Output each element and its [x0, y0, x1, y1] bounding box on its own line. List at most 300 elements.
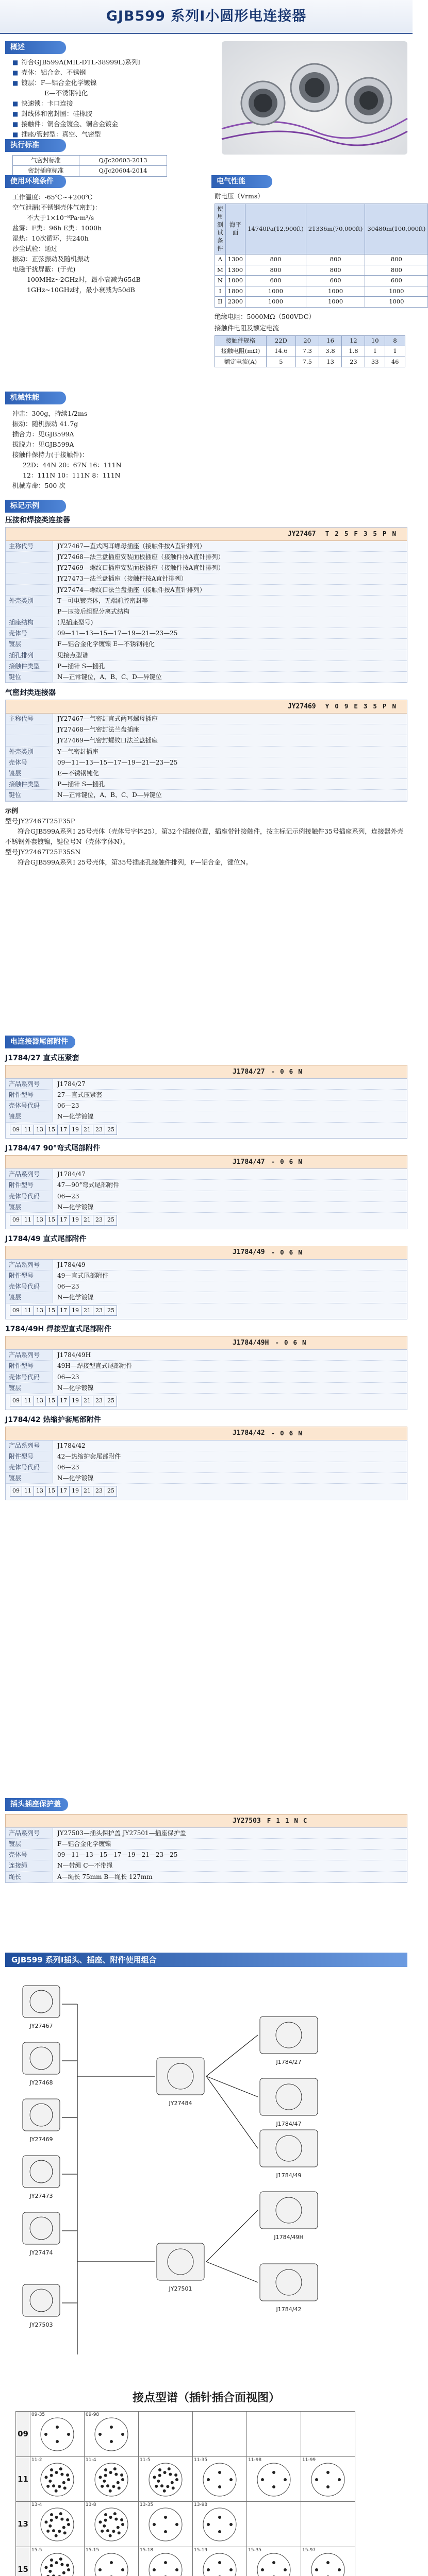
environment-list — [5, 188, 201, 295]
insert-cell — [247, 2547, 301, 2576]
insert-pattern-icon — [30, 2412, 84, 2454]
row-value: (见插座型号) — [57, 619, 93, 626]
connector-label: J1784/27 — [276, 2058, 302, 2065]
insert-cell — [30, 2547, 85, 2576]
table-row — [10, 1215, 117, 1226]
insert-cell — [247, 2412, 301, 2457]
table-row — [6, 1100, 407, 1111]
standards-section — [5, 139, 217, 177]
insert-code: 11-2 — [31, 2457, 42, 2463]
table-row — [6, 1462, 407, 1473]
caps-label: 插头插座保护盖 — [5, 1798, 68, 1811]
insert-code: 13-35 — [140, 2502, 154, 2508]
table-row — [6, 1202, 407, 1213]
accessory-group — [5, 1415, 407, 1500]
row-value: J1784/42 — [57, 1442, 86, 1449]
connector-photo-icon — [222, 41, 407, 155]
table-row — [6, 672, 407, 683]
row-value: E—不锈钢钝化 — [57, 770, 99, 777]
list-item: 22D：44N 20：67N 16：111N — [23, 461, 122, 469]
overview-label: 概述 — [5, 41, 66, 54]
table-row — [6, 639, 407, 650]
connector-item — [21, 1984, 62, 2030]
shell-size-cell: 15 — [46, 1125, 58, 1135]
accessory-group — [5, 1054, 407, 1139]
shell-size-table — [10, 1215, 117, 1226]
table-row — [6, 596, 407, 606]
marking-label: 标记示例 — [5, 500, 66, 513]
part-number: J1784/27 — [233, 1067, 265, 1076]
row-value: 09—11—13—15—17—19—21—23—25 — [57, 1851, 178, 1859]
shell-size-cell: 25 — [105, 1215, 117, 1226]
table-row — [6, 768, 407, 779]
shell-size-cell: 19 — [70, 1486, 81, 1497]
shell-size-label: 11 — [16, 2456, 30, 2502]
part-code: -06N — [271, 1158, 307, 1166]
environment-label: 使用环境条件 — [5, 175, 66, 188]
combination-header — [0, 1953, 413, 1967]
table-row: 气密封标准 Q/Jc20603-2013 — [13, 155, 167, 166]
insert-cell — [193, 2456, 247, 2502]
row-value: 49—直式尾部附件 — [57, 1272, 109, 1279]
list-item: 电磁干扰屏蔽：(于壳) — [12, 265, 76, 273]
caps-body — [5, 1827, 407, 1883]
row-value: 06—23 — [57, 1283, 79, 1291]
marking-code-box-1 — [5, 527, 407, 683]
row-key: 产品系列号 — [6, 1350, 53, 1360]
accessory-body — [5, 1349, 407, 1410]
environment-section — [5, 175, 201, 295]
shell-size-cell: 23 — [93, 1486, 105, 1497]
row-value: N—化学镀镍 — [57, 1113, 94, 1121]
shell-size-cell: 17 — [58, 1125, 70, 1135]
row-key: 插座结构 — [6, 617, 53, 628]
row-key: 壳体号代码 — [6, 1372, 53, 1382]
row-value: J1784/27 — [57, 1080, 86, 1088]
table-row: 密封插座标准 Q/Jc20604-2014 — [13, 166, 167, 177]
part-number: JY27469 — [287, 702, 316, 710]
row-key — [6, 606, 53, 617]
list-item: ■ 接触件：铜合金镀金、铜合金镀金 — [12, 120, 118, 128]
row-key — [6, 573, 53, 584]
shell-size-cell: 13 — [34, 1125, 46, 1135]
insert-pattern-icon — [85, 2412, 138, 2454]
part-code: -06N — [271, 1067, 307, 1075]
table-row — [6, 1860, 407, 1871]
caps-section — [5, 1798, 407, 1883]
connector-drawing-icon — [21, 2282, 62, 2318]
insert-cell — [85, 2502, 139, 2547]
standards-table — [12, 155, 167, 177]
row-key: 壳体号 — [6, 1850, 53, 1860]
insert-cell — [247, 2456, 301, 2502]
shell-size-label: 15 — [16, 2547, 30, 2576]
connector-drawing-icon — [258, 2128, 320, 2169]
list-item: 沙尘试验：通过 — [12, 244, 58, 252]
shell-size-cell: 19 — [70, 1125, 81, 1135]
table-row: II 2300 1000 1000 1000 — [215, 297, 428, 308]
part-code: T25F35PN — [325, 529, 402, 537]
row-key: 壳体号代码 — [6, 1462, 53, 1472]
row-key: 镀层 — [6, 1839, 53, 1849]
contact-table — [215, 335, 405, 368]
table-row — [6, 1090, 407, 1100]
shell-size-cell: 25 — [105, 1125, 117, 1135]
table-row — [10, 1306, 117, 1316]
part-code: -06N — [271, 1429, 307, 1437]
shell-size-cell: 23 — [93, 1396, 105, 1406]
row-key — [6, 724, 53, 735]
list-item: 冲击：300g，持续1/2ms — [12, 409, 88, 417]
table-row — [10, 1486, 117, 1497]
row-value: 42—热缩护套尾部附件 — [57, 1452, 121, 1460]
list-item: 拔脱力：见GJB599A — [12, 440, 74, 448]
shell-size-cell: 09 — [10, 1215, 22, 1226]
connector-label: JY27503 — [29, 2321, 53, 2328]
connector-label: JY27469 — [29, 2136, 53, 2143]
accessory-group — [5, 1144, 407, 1229]
list-item: ■ 快速锁：卡口连接 — [12, 99, 73, 107]
table-row: I 1800 1000 1000 1000 — [215, 286, 428, 297]
code-head — [5, 1065, 407, 1078]
shell-size-cell: 25 — [105, 1396, 117, 1406]
combination-diagram-svg — [0, 1973, 413, 2375]
accessory-title: J1784/49 直式尾部附件 — [5, 1234, 87, 1243]
list-item: 不大于1×10⁻⁸Pa·m³/s — [27, 213, 94, 222]
row-value: N—正常键位，A、B、C、D—异键位 — [57, 791, 162, 799]
code-head — [5, 1155, 407, 1168]
table-row: 接触电阻(mΩ) 14.6 7.3 3.8 1.8 1 1 — [215, 346, 405, 357]
shell-size-cell: 17 — [58, 1306, 70, 1316]
list-item: ■ 插座/管封型：真空、气密型 — [12, 130, 101, 138]
list-item: 工作温度：-65℃~+200℃ — [12, 193, 93, 201]
insert-grid-wrap — [15, 2411, 397, 2576]
connector-item — [258, 2128, 320, 2179]
connector-item — [21, 2154, 62, 2200]
table-row — [6, 1260, 407, 1270]
insert-pattern-icon — [193, 2502, 246, 2544]
list-item: 接触件保持力(于接触件)： — [12, 450, 89, 459]
row-value: 见接点型谱 — [57, 651, 89, 659]
row-key: 壳体号代码 — [6, 1191, 53, 1201]
marking-code-box-2 — [5, 700, 407, 802]
row-value: N—化学镀镍 — [57, 1475, 94, 1482]
row-key — [6, 735, 53, 745]
row-key: 产品系列号 — [6, 1079, 53, 1089]
shell-size-cell: 11 — [22, 1125, 34, 1135]
accessory-title: J1784/47 90°弯式尾部附件 — [5, 1144, 101, 1153]
row-key: 连接绳 — [6, 1860, 53, 1871]
row-value: N—正常键位，A、B、C、D—异键位 — [57, 673, 162, 681]
shell-size-cell: 13 — [34, 1306, 46, 1316]
table-row — [6, 1191, 407, 1202]
row-key: 接触件类型 — [6, 779, 53, 789]
shell-size-cell: 25 — [105, 1486, 117, 1497]
list-item: ■ 封线体和密封圈：硅橡胶 — [12, 109, 92, 117]
insert-cell — [193, 2502, 247, 2547]
insert-cell — [301, 2456, 355, 2502]
list-item: 插合力：见GJB599A — [12, 430, 74, 438]
row-value: 06—23 — [57, 1464, 79, 1471]
connector-item — [258, 2190, 320, 2241]
shell-size-cell: 15 — [46, 1215, 58, 1226]
row-value: J1784/47 — [57, 1171, 86, 1178]
part-number: J1784/49 — [233, 1248, 265, 1257]
shell-size-table — [10, 1486, 117, 1497]
shell-size-cell: 23 — [93, 1306, 105, 1316]
table-row — [6, 1079, 407, 1090]
page-title: GJB599 系列Ⅰ小圆形电连接器 — [106, 8, 307, 24]
row-key: 产品系列号 — [6, 1828, 53, 1838]
connector-drawing-icon — [21, 2040, 62, 2076]
insert-code: 13-8 — [86, 2502, 96, 2508]
table-row — [6, 1281, 407, 1292]
insert-code: 11-4 — [86, 2457, 96, 2463]
connector-item — [21, 2097, 62, 2143]
row-value: P—压接后组配分离式结构 — [57, 607, 130, 615]
insert-code: 15-97 — [302, 2547, 316, 2553]
row-key: 主称代号 — [6, 714, 53, 724]
connector-item — [258, 2014, 320, 2066]
row-value: P—插针 S—插孔 — [57, 662, 105, 670]
shell-size-cell: 15 — [46, 1396, 58, 1406]
row-value: JY27468—气密封法兰盘插座 — [57, 726, 139, 734]
insert-cell — [301, 2502, 355, 2547]
row-key: 镀层 — [6, 1202, 53, 1212]
insert-code: 09-98 — [86, 2412, 100, 2417]
row-value: 06—23 — [57, 1192, 79, 1200]
combination-diagram — [0, 1973, 413, 2375]
table-row — [6, 573, 407, 584]
list-item: 1GHz~10GHz时，最小衰减为50dB — [27, 285, 135, 294]
insert-cell — [85, 2412, 139, 2457]
table-row — [6, 724, 407, 735]
table-row — [6, 585, 407, 596]
insert-cell — [301, 2412, 355, 2457]
row-key: 附件型号 — [6, 1180, 53, 1190]
table-row — [6, 1361, 407, 1371]
overview-section — [5, 41, 217, 140]
shell-size-cell: 17 — [58, 1486, 70, 1497]
shell-size-cell: 11 — [22, 1396, 34, 1406]
list-item: ■ 壳体：铝合金、不锈钢 — [12, 68, 86, 76]
connector-item — [258, 2076, 320, 2128]
connector-label: J1784/49H — [274, 2233, 304, 2241]
insert-cell — [247, 2502, 301, 2547]
table-row: 使用测试条件 海平面 14740Pa(12,900ft) 21336m(70,000ft) 30480m(100,000ft) — [215, 204, 428, 254]
shell-size-cell: 09 — [10, 1306, 22, 1316]
insert-pattern-icon — [247, 2457, 301, 2499]
shell-size-cell: 21 — [81, 1396, 93, 1406]
shell-size-label: 13 — [16, 2502, 30, 2547]
row-value: JY27468—法兰盘插座安装面板插座（接触件按A直针排列） — [57, 553, 224, 561]
code-head — [5, 1336, 407, 1349]
table-row — [6, 1473, 407, 1484]
part-number: J1784/49H — [233, 1338, 269, 1347]
row-key: 绳长 — [6, 1872, 53, 1882]
overview-list — [5, 54, 217, 140]
table-row — [6, 747, 407, 757]
table-row — [6, 650, 407, 661]
connector-label: J1784/47 — [276, 2120, 302, 2127]
table-row — [16, 2456, 355, 2502]
table-row — [6, 1111, 407, 1122]
row-value: JY27473—法兰盘插座（接触件按A直针排列） — [57, 575, 187, 583]
insert-pattern-icon — [193, 2457, 246, 2499]
shell-size-cell: 13 — [34, 1215, 46, 1226]
insert-cell — [85, 2547, 139, 2576]
insert-cell — [139, 2456, 193, 2502]
marking-notes: 示例 型号JY27467T25F35P 符合GJB599A系列Ⅰ 25号壳体（壳体号字体25），第32个插接位置，插座带针接触件，按主标记示例接触件35号插座系列，连接器外壳不锈钢外套镀镍，键位号N（壳体字体N）。 型号JY27467T25F35SN 符合GJB599A系列Ⅰ 25号壳体，第35号插座孔接触件排列，F—铝合金，键位N。 — [5, 806, 404, 866]
shell-size-cell: 11 — [22, 1486, 34, 1497]
connector-drawing-icon — [258, 2262, 320, 2303]
row-key: 附件型号 — [6, 1270, 53, 1281]
row-value: JY27467—气密封直式两耳螺母插座 — [57, 715, 158, 723]
shell-size-cell: 09 — [10, 1396, 22, 1406]
accessory-body — [5, 1259, 407, 1320]
insert-cell — [85, 2456, 139, 2502]
electrical-section — [211, 175, 426, 367]
table-row — [16, 2412, 355, 2457]
insert-code: 15-19 — [194, 2547, 208, 2553]
row-key: 产品系列号 — [6, 1169, 53, 1179]
insert-cell — [193, 2412, 247, 2457]
part-number: J1784/47 — [233, 1158, 265, 1166]
insert-code: 15-5 — [31, 2547, 42, 2553]
insert-code: 13-98 — [194, 2502, 208, 2508]
table-row — [6, 1270, 407, 1281]
insert-cell — [301, 2547, 355, 2576]
connector-label: JY27468 — [29, 2079, 53, 2086]
insert-pattern-icon — [30, 2502, 84, 2544]
shell-size-cell: 19 — [70, 1306, 81, 1316]
connector-item — [21, 2282, 62, 2329]
table-row — [6, 1839, 407, 1850]
voltage-table — [215, 204, 428, 308]
insert-code: 15-35 — [248, 2547, 262, 2553]
part-code: -06N — [275, 1338, 311, 1347]
shell-size-cell: 17 — [58, 1396, 70, 1406]
connector-item — [258, 2262, 320, 2313]
insert-cell — [139, 2412, 193, 2457]
marking-sub-title: 气密封类连接器 — [5, 689, 56, 698]
electrical-label: 电气性能 — [211, 175, 272, 188]
table-row — [6, 1828, 407, 1839]
row-value: N—带绳 C—不带绳 — [57, 1862, 113, 1870]
insert-title-wrap — [0, 2391, 413, 2406]
table-row: 接触件规格 22D 20 16 12 10 8 — [215, 335, 405, 346]
accessories-section — [5, 1036, 407, 1500]
shell-size-table — [10, 1306, 117, 1316]
insert-pattern-icon — [85, 2502, 138, 2544]
insert-code: 11-35 — [194, 2457, 208, 2463]
accessory-group — [5, 1234, 407, 1319]
connector-label: JY27473 — [29, 2192, 53, 2199]
table-row — [6, 757, 407, 768]
table-row: M 1300 800 800 800 — [215, 265, 428, 276]
connector-drawing-icon — [258, 2190, 320, 2231]
row-key: 键位 — [6, 672, 53, 682]
row-value: F—铝合金化学镀镍 E—不锈钢钝化 — [57, 640, 155, 648]
list-item: 空气泄漏(不锈钢壳体气密封)： — [12, 203, 102, 211]
row-value: 09—11—13—15—17—19—21—23—25 — [57, 758, 178, 766]
connector-label: J1784/49 — [276, 2172, 302, 2179]
table-row — [6, 1180, 407, 1191]
connector-item — [21, 2210, 62, 2257]
table-row — [10, 1396, 117, 1406]
accessories-label: 电连接器尾部附件 — [5, 1036, 75, 1048]
table-row — [16, 2502, 355, 2547]
insert-pattern-icon — [85, 2457, 138, 2499]
table-row — [6, 735, 407, 746]
row-value: F—铝合金化学镀镍 — [57, 1840, 111, 1848]
row-key: 镀层 — [6, 639, 53, 649]
row-key: 主称代号 — [6, 541, 53, 551]
insert-pattern-icon — [139, 2457, 192, 2499]
accessory-body — [5, 1440, 407, 1501]
insert-code: 13-4 — [31, 2502, 42, 2508]
list-item: 振动：随机振动 41.7g — [12, 419, 78, 428]
table-row: 额定电流(A) 5 7.5 13 23 33 46 — [215, 357, 405, 367]
standards-label: 执行标准 — [5, 139, 66, 152]
table-row — [10, 1125, 117, 1135]
title-bar — [0, 0, 413, 34]
row-key: 壳体号 — [6, 757, 53, 768]
mechanical-list — [5, 404, 201, 491]
mechanical-label: 机械性能 — [5, 392, 66, 404]
table-row — [6, 1350, 407, 1361]
accessory-title: J1784/42 热缩护套尾部附件 — [5, 1415, 101, 1424]
row-key: 镀层 — [6, 1111, 53, 1122]
row-key: 外壳类别 — [6, 747, 53, 757]
insert-cell — [193, 2547, 247, 2576]
row-key: 插孔排列 — [6, 650, 53, 660]
row-value: Y—气密封插座 — [57, 748, 98, 755]
list-item: 振动：正弦振动及随机振动 — [12, 255, 90, 263]
connector-drawing-icon — [258, 2014, 320, 2056]
row-value: JY27469—气密封螺纹口法兰盘插座 — [57, 737, 158, 744]
connector-label: JY27501 — [169, 2285, 192, 2292]
product-photo — [222, 41, 407, 155]
shell-size-table — [10, 1396, 117, 1406]
shell-size-cell: 23 — [93, 1215, 105, 1226]
table-row — [6, 1440, 407, 1451]
insert-cell — [30, 2456, 85, 2502]
shell-size-cell: 09 — [10, 1486, 22, 1497]
connector-item — [21, 2040, 62, 2087]
list-item: ■ 镀层：F—铝合金化学镀镍 — [12, 78, 97, 87]
row-value: JY27469—螺纹口插座安装面板插座（接触件按A直针排列） — [57, 564, 224, 572]
row-value: 06—23 — [57, 1373, 79, 1381]
connector-label: JY27467 — [29, 2022, 53, 2029]
row-value: N—化学镀镍 — [57, 1384, 94, 1392]
row-key — [6, 585, 53, 595]
row-key: 壳体号代码 — [6, 1281, 53, 1292]
row-key: 壳体号 — [6, 628, 53, 638]
row-key: 镀层 — [6, 1292, 53, 1302]
insert-cell — [139, 2547, 193, 2576]
row-value: 49H—焊接型直式尾部附件 — [57, 1362, 133, 1370]
insert-code: 09-35 — [31, 2412, 45, 2417]
accessory-group — [5, 1325, 407, 1410]
shell-size-cell: 09 — [10, 1125, 22, 1135]
part-code: F11NC — [267, 1816, 312, 1824]
insert-code: 11-99 — [302, 2457, 316, 2463]
list-item: E—不锈钢钝化 — [44, 89, 88, 97]
insert-code: 11-98 — [248, 2457, 262, 2463]
row-key: 接触件类型 — [6, 661, 53, 671]
row-value: 47—90°弯式尾部附件 — [57, 1181, 120, 1189]
